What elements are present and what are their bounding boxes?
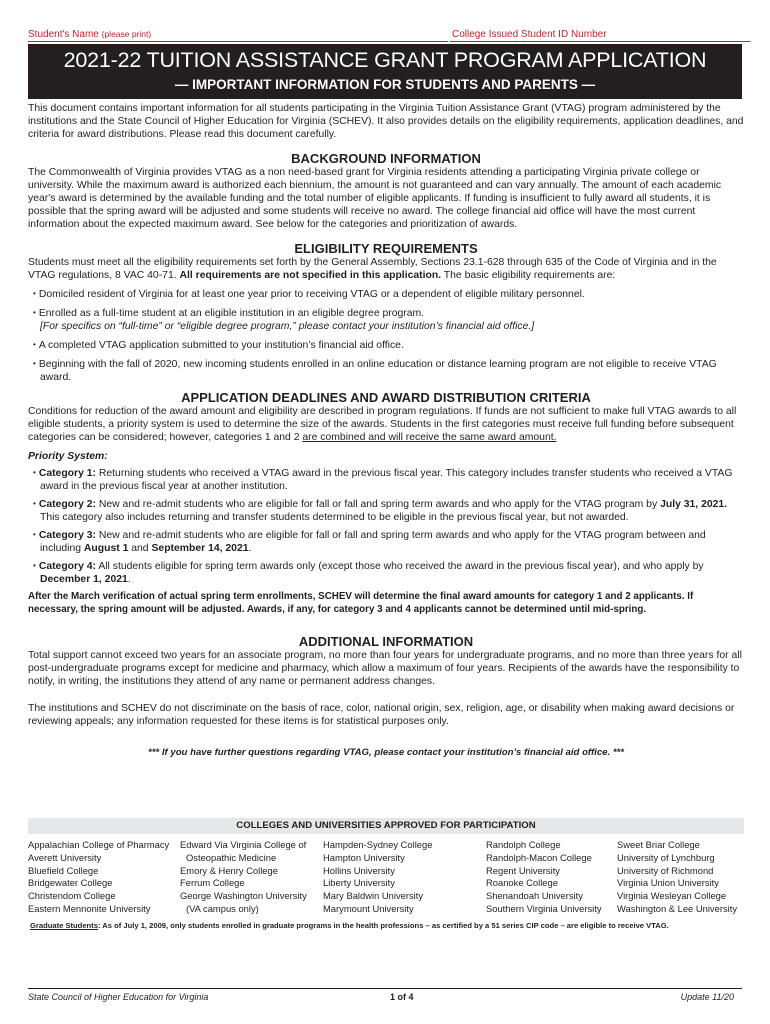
- document-body: [28, 102, 744, 759]
- college-item: Marymount University: [323, 902, 414, 914]
- college-item: Randolph-Macon College: [486, 851, 592, 863]
- category-1: • Category 1: Returning students who received a VTAG award in the previous fiscal year. This category includes transfer students who received a VTAG award in the previous fiscal year at another institution.: [28, 467, 744, 493]
- eligibility-heading: ELIGIBILITY REQUIREMENTS: [294, 241, 478, 256]
- college-item: Randolph College: [486, 839, 561, 850]
- additional-paragraph-1: Total support cannot exceed two years for an associate program, no more than four years for undergraduate programs, and no more than three years for all post-undergraduate programs except for medicine and pharmacy, which allow a maximum of four years. Recipients of the awards have the responsibility to notify, in writing, the institutions they attend of any name or permanent address changes.: [28, 650, 742, 687]
- student-name-label: Student's Name (please print): [28, 29, 152, 40]
- category-4: • Category 4: All students eligible for spring term awards only (except those who received the award in the previous fiscal year), and who apply by December 1, 2021.: [28, 560, 744, 586]
- college-item: Appalachian College of Pharmacy: [28, 839, 170, 850]
- college-item: Christendom College: [28, 890, 116, 902]
- colleges-column-1: [28, 839, 169, 916]
- background-paragraph: The Commonwealth of Virginia provides VTAG as a non need-based grant for Virginia residents attending a participating Virginia private college or university. While the maximum award is authorized each biennium, the amount is not guaranteed and can vary annually. The amount of each academic year's award is determined by the available funding and the total number of eligible applicants. If funding is insufficient to fully award all students, it is possible that the spring award will be adjusted and some students will receive no award. The college financial aid office will have the most current information about the expected maximum award. See below for the categories and prioritization of awards.: [28, 167, 722, 230]
- footer-agency: State Council of Higher Education for Virginia: [28, 992, 209, 1002]
- contact-note: *** If you have further questions regarding VTAG, please contact your institution’s financial aid office. ***: [147, 747, 625, 758]
- intro-paragraph: This document contains important information for all students participating in the Virginia Tuition Assistance Grant (VTAG) program administered by the institutions and the State Council of Higher Education for Virginia (SCHEV). It also provides details on the eligibility requirements, application deadlines, and criteria for award distributions. Please read this document carefully.: [28, 103, 744, 140]
- footer-update: Update 11/20: [680, 992, 734, 1002]
- colleges-column-4: [486, 839, 602, 916]
- eligibility-bullet-residency: • Domiciled resident of Virginia for at least one year prior to receiving VTAG or a dependent of eligible military personnel.: [28, 288, 744, 301]
- category-3: • Category 3: New and re-admit students who are eligible for fall or fall and spring term awards and who apply for the VTAG program between and including August 1 and September 14, 2021.: [28, 529, 744, 555]
- eligibility-bullet-enrollment: • Enrolled as a full-time student at an eligible institution in an eligible degree program.: [28, 307, 744, 320]
- college-item: Mary Baldwin University: [323, 890, 424, 902]
- college-item: Osteopathic Medicine: [186, 851, 277, 863]
- deadlines-heading: APPLICATION DEADLINES AND AWARD DISTRIBUTION CRITERIA: [181, 390, 591, 405]
- college-item: Edward Via Virginia College of: [180, 839, 307, 850]
- college-item: George Washington University: [180, 890, 307, 902]
- background-heading: BACKGROUND INFORMATION: [291, 151, 481, 166]
- college-item: Washington & Lee University: [617, 902, 738, 914]
- college-item: Roanoke College: [486, 877, 558, 889]
- additional-heading: ADDITIONAL INFORMATION: [298, 634, 474, 649]
- college-item: (VA campus only): [186, 902, 259, 914]
- college-item: Regent University: [486, 864, 560, 876]
- college-item: Bluefield College: [28, 864, 99, 876]
- title-banner: [28, 44, 742, 99]
- college-item: Virginia Union University: [617, 877, 719, 889]
- page-subtitle: — IMPORTANT INFORMATION FOR STUDENTS AND PARENTS —: [174, 77, 596, 92]
- eligibility-intro: Students must meet all the eligibility requirements set forth by the General Assembly, Sections 23.1-628 through 635 of the Code of Virginia and in the VTAG regulations, 8 VAC 40-71. All requirements are not specified in this application. The basic eligibility requirements are:: [28, 257, 717, 281]
- college-item: Liberty University: [323, 877, 395, 889]
- deadlines-intro: Conditions for reduction of the award amount and eligibility are described in program regulations. If funds are not sufficient to make full VTAG awards to all eligible students, a priority system is used to determine the size of the awards. Students in the first categories must receive full funding before subsequent categories can be considered; however, categories 1 and 2 are combined and will receive the same award amount.: [28, 406, 737, 443]
- college-item: Ferrum College: [180, 877, 245, 889]
- verification-note: After the March verification of actual spring term enrollments, SCHEV will determine the final award amounts for category 1 and 2 applicants. If necessary, the spring amount will be adjusted. Awards, if any, for category 3 and 4 applicants cannot be determined until mid-spring.: [28, 591, 694, 615]
- additional-paragraph-2: The institutions and SCHEV do not discriminate on the basis of race, color, national origin, sex, religion, age, or disability when making award decisions or reviewing appeals; any information requested for these items is for statistical purposes only.: [28, 703, 735, 727]
- college-item: Hampden-Sydney College: [323, 839, 433, 850]
- page-title: 2021-22 TUITION ASSISTANCE GRANT PROGRAM APPLICATION: [63, 48, 707, 72]
- college-item: Shenandoah University: [486, 890, 583, 902]
- graduate-students-note: Graduate Students: As of July 1, 2009, only students enrolled in graduate programs in the health professions – as certified by a 51 series CIP code – are eligible to receive VTAG.: [30, 921, 669, 930]
- student-id-label: College Issued Student ID Number: [452, 29, 607, 40]
- college-item: University of Richmond: [617, 864, 714, 876]
- colleges-column-2: [180, 839, 307, 916]
- page-number: 1 of 4: [390, 992, 414, 1002]
- college-item: Southern Virginia University: [486, 902, 602, 914]
- college-item: Virginia Wesleyan College: [617, 890, 727, 902]
- eligibility-enrollment-note: [For specifics on “full-time” or “eligible degree program,” please contact your institution’s financial aid office.]: [40, 321, 535, 332]
- college-item: Eastern Mennonite University: [28, 902, 151, 914]
- category-2: • Category 2: New and re-admit students who are eligible for fall or fall and spring term awards and who apply for the VTAG program by July 31, 2021. This category also includes returning and transfer students determined to be eligible in the previous fiscal year, but not awarded.: [28, 498, 744, 524]
- college-item: Sweet Briar College: [617, 839, 700, 850]
- college-item: Averett University: [28, 851, 102, 863]
- colleges-heading: COLLEGES AND UNIVERSITIES APPROVED FOR PARTICIPATION: [28, 818, 744, 834]
- student-name-field[interactable]: [28, 24, 448, 42]
- page-footer: [28, 988, 742, 1002]
- college-item: University of Lynchburg: [617, 851, 715, 863]
- college-item: Hollins University: [323, 864, 395, 876]
- colleges-column-3: [323, 839, 432, 916]
- priority-system-label: Priority System:: [28, 451, 108, 462]
- college-item: Bridgewater College: [28, 877, 113, 889]
- college-item: Emory & Henry College: [180, 864, 278, 876]
- colleges-column-5: [617, 839, 737, 916]
- eligibility-bullet-online: • Beginning with the fall of 2020, new incoming students enrolled in an online education or distance learning program are not eligible to receive VTAG award.: [28, 358, 744, 384]
- student-id-field[interactable]: [450, 24, 750, 42]
- eligibility-bullet-application: • A completed VTAG application submitted to your institution’s financial aid office.: [28, 339, 744, 352]
- college-item: Hampton University: [323, 851, 405, 863]
